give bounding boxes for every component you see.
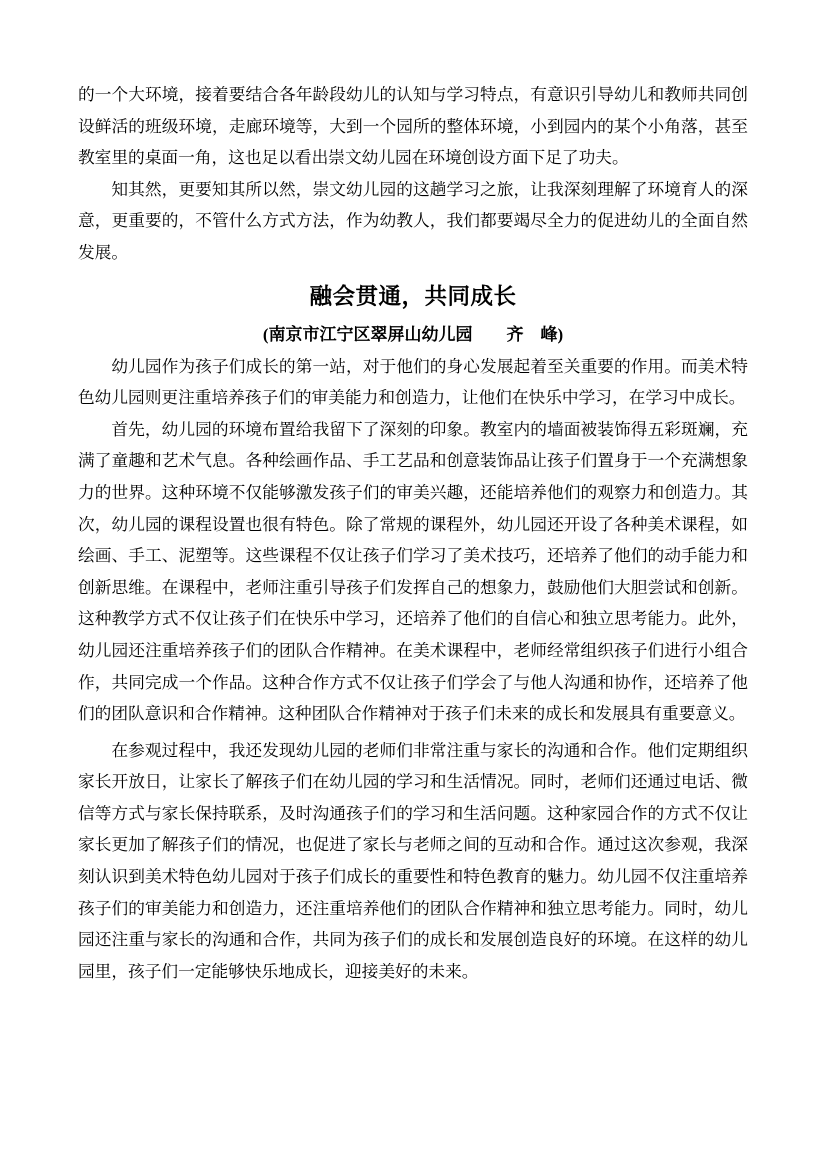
body-paragraph-continuation: 的一个大环境，接着要结合各年龄段幼儿的认知与学习特点，有意识引导幼儿和教师共同创设鲜活的班级环境，走廊环境等，大到一个园所的整体环境，小到园内的某个小角落，甚至教室里的桌面一角，这也足以看出崇文幼儿园在环境创设方面下足了功夫。: [78, 85, 748, 168]
body-paragraph: 在参观过程中，我还发现幼儿园的老师们非常注重与家长的沟通和合作。他们定期组织家长开放日，让家长了解孩子们在幼儿园的学习和生活情况。同时，老师们还通过电话、微信等方式与家长保持联系，及时沟通孩子们的学习和生活问题。这种家园合作的方式不仅让家长更加了解孩子们的情况，也促进了家长与老师之间的互动和合作。通过这次参观，我深刻认识到美术特色幼儿园对于孩子们成长的重要性和特色教育的魅力。幼儿园不仅注重培养孩子们的审美能力和创造力，还注重培养他们的团队合作精神和独立思考能力。同时，幼儿园还注重与家长的沟通和合作，共同为孩子们的成长和发展创造良好的环境。在这样的幼儿园里，孩子们一定能够快乐地成长，迎接美好的未来。: [78, 740, 748, 981]
essay-title: 融会贯通，共同成长: [309, 283, 517, 309]
body-paragraph: 幼儿园作为孩子们成长的第一站，对于他们的身心发展起着至关重要的作用。而美术特色幼儿园则更注重培养孩子们的审美能力和创造力，让他们在快乐中学习，在学习中成长。: [78, 356, 748, 408]
body-paragraph: 首先，幼儿园的环境布置给我留下了深刻的印象。教室内的墙面被装饰得五彩斑斓，充满了童趣和艺术气息。各种绘画作品、手工艺品和创意装饰品让孩子们置身于一个充满想象力的世界。这种环境不仅能够激发孩子们的审美兴趣，还能培养他们的观察力和创造力。其次，幼儿园的课程设置也很有特色。除了常规的课程外，幼儿园还开设了各种美术课程，如绘画、手工、泥塑等。这些课程不仅让孩子们学习了美术技巧，还培养了他们的动手能力和创新思维。在课程中，老师注重引导孩子们发挥自己的想象力，鼓励他们大胆尝试和创新。这种教学方式不仅让孩子们在快乐中学习，还培养了他们的自信心和独立思考能力。此外，幼儿园还注重培养孩子们的团队合作精神。在美术课程中，老师经常组织孩子们进行小组合作，共同完成一个作品。这种合作方式不仅让孩子们学会了与他人沟通和协作，还培养了他们的团队意识和合作精神。这种团队合作精神对于孩子们未来的成长和发展具有重要意义。: [78, 419, 748, 724]
body-paragraph: 知其然，更要知其所以然，崇文幼儿园的这趟学习之旅，让我深刻理解了环境育人的深意，更重要的，不管什么方式方法，作为幼教人，我们都要竭尽全力的促进幼儿的全面自然发展。: [78, 179, 748, 262]
essay-byline: (南京市江宁区翠屏山幼儿园 齐 峰): [262, 324, 564, 344]
document-content: [78, 79, 748, 987]
